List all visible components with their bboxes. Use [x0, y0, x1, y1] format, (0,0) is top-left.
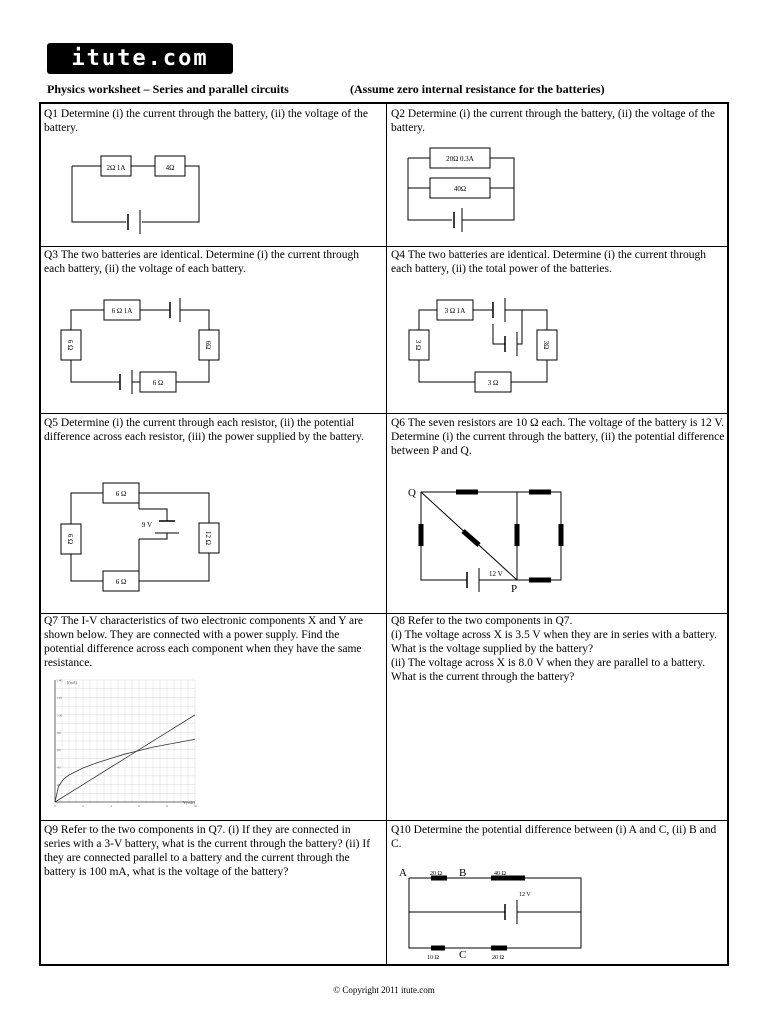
question-2: Q2 Determine (i) the current through the battery, (ii) the voltage of the battery.: [391, 108, 716, 134]
itute-logo: itute.com: [47, 43, 233, 74]
worksheet-title: Physics worksheet – Series and parallel circuits: [47, 82, 289, 96]
question-3: Q3 The two batteries are identical. Determine (i) the current through each battery, (ii) the voltage of each battery.: [44, 249, 359, 275]
q4-circuit-diagram: [407, 294, 572, 394]
x-tick-label: 4: [110, 804, 112, 808]
q10-node-a: A: [399, 867, 407, 879]
y-tick-label: 80: [57, 730, 61, 735]
q3-circuit-diagram: [56, 294, 216, 394]
q5-circuit-diagram: [59, 479, 219, 594]
row-divider: [41, 246, 727, 247]
q5-label-bottom: 6 Ω: [115, 578, 127, 586]
q10-node-c: C: [459, 949, 467, 961]
y-tick-label: 100: [57, 713, 63, 718]
q3-label-top: 6 Ω 1A: [111, 307, 133, 315]
y-tick-label: 0: [57, 800, 59, 805]
q10-battery-label: 12 V: [519, 892, 531, 898]
q10-r4-label: 20 Ω: [492, 955, 504, 961]
y-tick-label: 60: [57, 748, 61, 753]
q2-resistor-2-label: 40Ω: [453, 185, 467, 193]
q3-label-right: 6Ω: [204, 340, 212, 350]
q10-node-b: B: [459, 867, 467, 879]
q1-resistor-2-label: 4Ω: [165, 164, 175, 172]
worksheet-note: (Assume zero internal resistance for the batteries): [350, 82, 605, 96]
question-5: Q5 Determine (i) the current through each resistor, (ii) the potential difference across each resistor, (iii) the power supplied by the battery.: [44, 417, 364, 443]
q6-node-q: Q: [408, 487, 416, 499]
question-1: Q1 Determine (i) the current through the battery, (ii) the voltage of the battery.: [44, 108, 369, 134]
chart-grid: [55, 680, 195, 802]
question-10: Q10 Determine the potential difference between (i) A and C, (ii) B and C.: [391, 824, 717, 850]
q3-label-left: 6 Ω: [66, 339, 74, 351]
column-divider: [386, 104, 387, 964]
question-8-part-i: (i) The voltage across X is 3.5 V when they are in series with a battery. What is the voltage supplied by the battery?: [391, 629, 717, 655]
q10-circuit-diagram: [399, 862, 589, 962]
question-8: [391, 614, 726, 684]
q6-circuit-diagram: [401, 480, 571, 595]
question-4: Q4 The two batteries are identical. Determine (i) the current through each battery, (ii) the total power of the batteries.: [391, 249, 706, 275]
q4-label-top: 3 Ω 1A: [444, 307, 466, 315]
y-tick-label: 140: [57, 678, 63, 683]
q6-resistor: [463, 531, 479, 545]
q1-resistor-1-label: 2Ω 1A: [106, 164, 126, 172]
worksheet-grid: [39, 102, 729, 966]
q10-r1-label: 20 Ω: [430, 871, 442, 877]
row-divider: [41, 820, 727, 821]
q6-node-p: P: [511, 583, 518, 595]
question-6: Q6 The seven resistors are 10 Ω each. The voltage of the battery is 12 V. Determine (i) the current through the battery, (ii) the potential difference between P and Q.: [391, 417, 725, 457]
q5-label-top: 6 Ω: [115, 490, 127, 498]
q10-r2-label: 40 Ω: [494, 871, 506, 877]
question-8-part-ii: (ii) The voltage across X is 8.0 V when they are parallel to a battery. What is the current through the battery?: [391, 657, 706, 683]
y-tick-label: 20: [57, 783, 61, 788]
q5-battery-label: 9 V: [141, 521, 153, 529]
q7-iv-characteristics-chart: [47, 674, 201, 812]
y-tick-label: 120: [57, 695, 63, 700]
x-tick-label: 2: [82, 804, 84, 808]
chart-y-axis-label: I(mA): [67, 680, 77, 685]
q5-label-left: 6 Ω: [66, 533, 74, 545]
chart-x-axis-label: V(volt): [183, 800, 195, 805]
copyright-footer: © Copyright 2011 itute.com: [333, 985, 435, 995]
q3-label-bottom: 6 Ω: [152, 379, 164, 387]
y-tick-label: 40: [57, 765, 61, 770]
x-tick-label: 8: [166, 804, 168, 808]
q2-resistor-1-label: 20Ω 0.3A: [446, 155, 474, 163]
q1-circuit-diagram: [66, 150, 206, 230]
q10-r3-label: 10 Ω: [427, 955, 439, 961]
x-tick-label: 0: [54, 804, 56, 808]
q4-label-right: 3Ω: [542, 340, 550, 350]
question-8-intro: Q8 Refer to the two components in Q7.: [391, 615, 573, 627]
question-7: Q7 The I-V characteristics of two electronic components X and Y are shown below. They are connected with a power supply. Find the potential difference across each component when they have the same resistance.: [44, 615, 364, 669]
q6-battery-label: 12 V: [489, 570, 503, 578]
x-tick-label: 10: [193, 804, 197, 808]
q5-label-right: 12 Ω: [204, 531, 212, 545]
q2-circuit-diagram: [406, 144, 521, 234]
q4-label-bottom: 3 Ω: [487, 379, 499, 387]
question-9: Q9 Refer to the two components in Q7. (i) If they are connected in series with a 3-V battery, what is the current through the battery? (ii) If they are connected parallel to a battery and the current through the battery is 100 mA, what is the voltage of the battery?: [44, 824, 371, 878]
x-tick-label: 6: [138, 804, 140, 808]
q4-label-left: 3 Ω: [414, 339, 422, 351]
row-divider: [41, 413, 727, 414]
